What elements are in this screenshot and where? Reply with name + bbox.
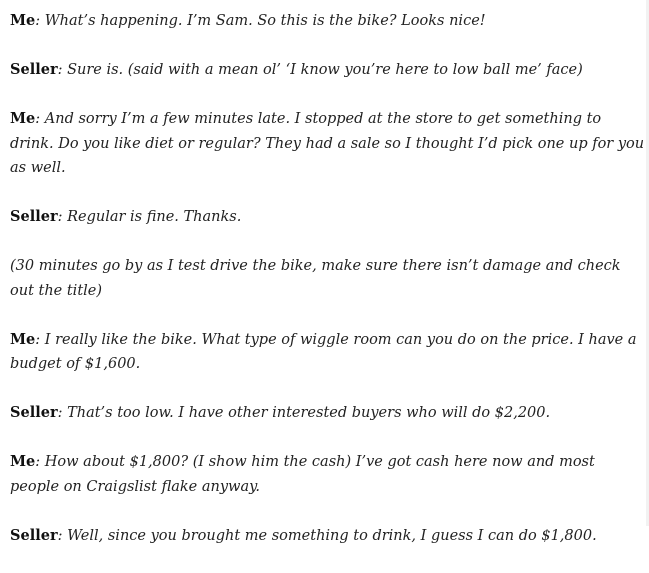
dialogue-line — [10, 58, 646, 83]
speaker-label: Seller — [10, 208, 58, 225]
dialogue-line — [10, 205, 646, 230]
dialogue-text: : Well, since you brought me something to drink, I guess I can do $1,800. — [57, 527, 597, 544]
speaker-label: Me — [10, 330, 36, 348]
dialogue-text: : Regular is fine. Thanks. — [57, 209, 242, 225]
speaker-label: Me — [10, 453, 36, 470]
dialogue-line — [10, 524, 646, 549]
dialogue-line — [10, 401, 646, 426]
dialogue-transcript — [10, 9, 646, 573]
dialogue-line — [10, 9, 646, 34]
speaker-label: Me — [10, 110, 36, 127]
speaker-label: Me — [10, 12, 36, 29]
speaker-label: Seller — [10, 404, 58, 421]
speaker-label: Seller — [10, 61, 58, 78]
dialogue-text: : What’s happening. I’m Sam. So this is the bike? Looks nice! — [35, 13, 486, 29]
dialogue-line — [10, 107, 646, 181]
dialogue-line — [10, 450, 646, 499]
dialogue-line — [10, 328, 646, 377]
narration-text: (30 minutes go by as I test drive the bike, make sure there isn’t damage and check out the title) — [10, 258, 621, 299]
speaker-label: Seller — [10, 526, 58, 544]
narration-line — [10, 254, 646, 303]
dialogue-text: : How about $1,800? (I show him the cash) I’ve got cash here now and most people on Craigslist flake anyway. — [10, 454, 595, 495]
dialogue-text: : Sure is. (said with a mean ol’ ‘I know you’re here to low ball me’ face) — [57, 62, 583, 78]
dialogue-text: : That’s too low. I have other interested buyers who will do $2,200. — [57, 405, 551, 421]
dialogue-text: : I really like the bike. What type of wiggle room can you do on the price. I have a budget of $1,600. — [10, 331, 637, 372]
dialogue-text: : And sorry I’m a few minutes late. I stopped at the store to get something to drink. Do you like diet or regular? They had a sale so I thought I’d pick one up for you as well. — [10, 111, 645, 176]
